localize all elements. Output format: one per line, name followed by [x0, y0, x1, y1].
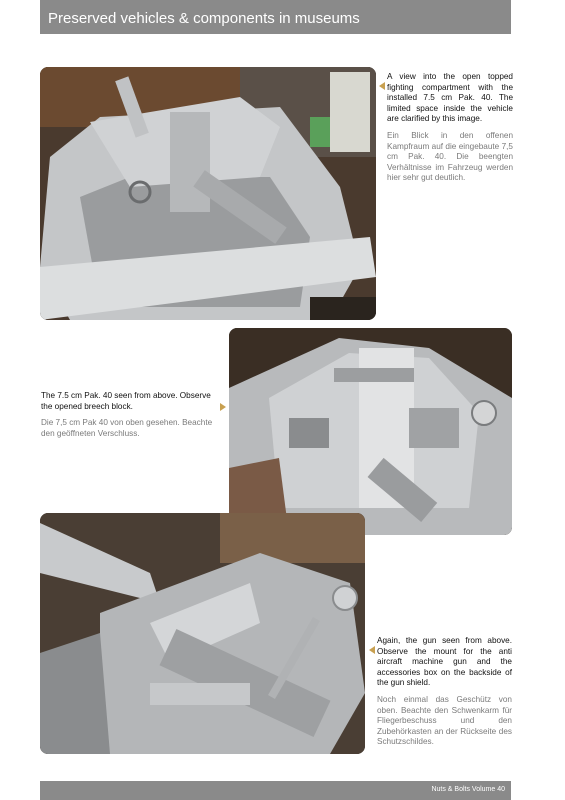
caption-pointer-icon	[379, 82, 385, 90]
caption-3	[377, 636, 512, 748]
footer-text: Nuts & Bolts Volume 40	[431, 786, 505, 793]
caption-2	[41, 391, 219, 439]
caption-1-english: A view into the open topped fighting compartment with the installed 7.5 cm Pak. 40. The limited space inside the vehicle are clarified by this image.	[387, 72, 513, 124]
caption-3-german: Noch einmal das Geschütz von oben. Beachte den Schwenkarm für Fliegerbeschuss und den Zubehörkasten an der Rückseite des Schutzschildes.	[377, 694, 512, 747]
photo-gun-shield-backside	[40, 513, 365, 754]
caption-2-english: The 7.5 cm Pak. 40 seen from above. Observe the opened breech block.	[41, 391, 211, 411]
caption-1	[387, 72, 513, 184]
photo-fighting-compartment	[40, 67, 376, 320]
caption-2-german: Die 7,5 cm Pak 40 von oben gesehen. Beachte den geöffneten Verschluss.	[41, 418, 213, 438]
caption-1-german: Ein Blick in den offenen Kampfraum auf die eingebaute 7,5 cm Pak. 40. Die beengten Verhältnisse im Fahrzeug werden hier sehr gut deutlich.	[387, 130, 513, 183]
caption-3-english: Again, the gun seen from above. Observe the mount for the anti aircraft machine gun and the accessories box on the backside of the gun shield.	[377, 636, 512, 688]
page-footer	[40, 781, 511, 800]
photo-gun-from-above	[229, 328, 512, 535]
caption-pointer-icon	[220, 403, 226, 411]
page-title: Preserved vehicles & components in museums	[48, 10, 360, 27]
caption-pointer-icon	[369, 646, 375, 654]
page-header	[40, 0, 511, 34]
